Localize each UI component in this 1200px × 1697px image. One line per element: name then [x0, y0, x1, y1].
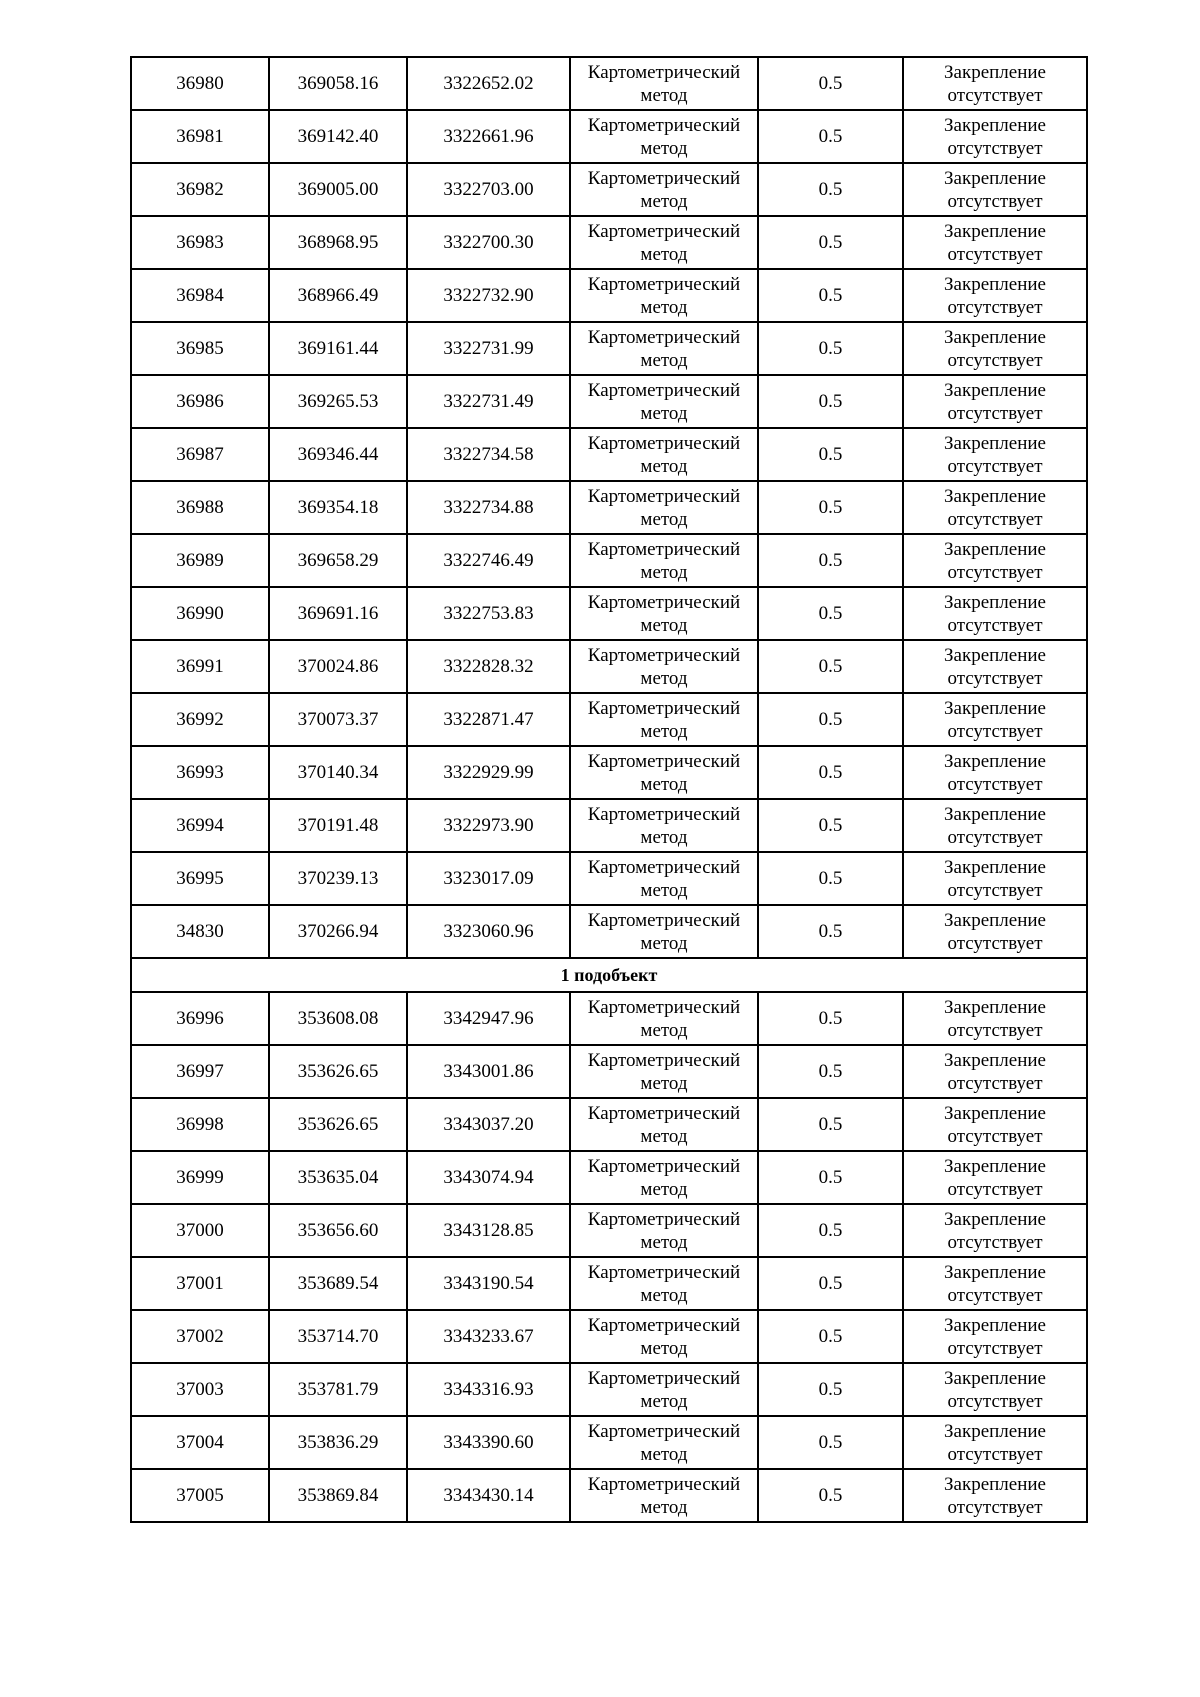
marking-cell: Закрепление отсутствует	[903, 587, 1087, 640]
coordinate-x-cell: 353836.29	[269, 1416, 407, 1469]
marking-cell: Закрепление отсутствует	[903, 375, 1087, 428]
method-cell: Картометрический метод	[570, 905, 758, 958]
table-row	[131, 852, 1087, 905]
accuracy-cell: 0.5	[758, 587, 903, 640]
point-number-cell: 36989	[131, 534, 269, 587]
coordinate-x-cell: 353608.08	[269, 992, 407, 1045]
accuracy-cell: 0.5	[758, 163, 903, 216]
coordinate-x-cell: 353714.70	[269, 1310, 407, 1363]
coordinate-y-cell: 3343128.85	[407, 1204, 570, 1257]
coordinates-table	[130, 56, 1088, 1523]
table-row	[131, 1416, 1087, 1469]
accuracy-cell: 0.5	[758, 1151, 903, 1204]
marking-cell: Закрепление отсутствует	[903, 57, 1087, 110]
point-number-cell: 37000	[131, 1204, 269, 1257]
method-cell: Картометрический метод	[570, 1469, 758, 1522]
marking-cell: Закрепление отсутствует	[903, 1257, 1087, 1310]
method-cell: Картометрический метод	[570, 216, 758, 269]
marking-cell: Закрепление отсутствует	[903, 1151, 1087, 1204]
method-cell: Картометрический метод	[570, 534, 758, 587]
accuracy-cell: 0.5	[758, 852, 903, 905]
marking-cell: Закрепление отсутствует	[903, 110, 1087, 163]
coordinate-x-cell: 353626.65	[269, 1045, 407, 1098]
accuracy-cell: 0.5	[758, 693, 903, 746]
table-row	[131, 1310, 1087, 1363]
accuracy-cell: 0.5	[758, 1098, 903, 1151]
method-cell: Картометрический метод	[570, 1416, 758, 1469]
method-cell: Картометрический метод	[570, 163, 758, 216]
marking-cell: Закрепление отсутствует	[903, 1416, 1087, 1469]
coordinate-x-cell: 369161.44	[269, 322, 407, 375]
method-cell: Картометрический метод	[570, 1310, 758, 1363]
accuracy-cell: 0.5	[758, 110, 903, 163]
coordinate-y-cell: 3322661.96	[407, 110, 570, 163]
accuracy-cell: 0.5	[758, 905, 903, 958]
section-heading: 1 подобъект	[131, 958, 1087, 992]
point-number-cell: 37001	[131, 1257, 269, 1310]
coordinate-y-cell: 3322973.90	[407, 799, 570, 852]
coordinate-x-cell: 353869.84	[269, 1469, 407, 1522]
coordinate-x-cell: 370191.48	[269, 799, 407, 852]
coordinate-y-cell: 3322746.49	[407, 534, 570, 587]
table-row	[131, 746, 1087, 799]
document-page	[130, 56, 1086, 1523]
accuracy-cell: 0.5	[758, 534, 903, 587]
accuracy-cell: 0.5	[758, 1469, 903, 1522]
coordinate-x-cell: 369691.16	[269, 587, 407, 640]
section-heading-row	[131, 958, 1087, 992]
table-row	[131, 693, 1087, 746]
marking-cell: Закрепление отсутствует	[903, 1098, 1087, 1151]
coordinate-y-cell: 3342947.96	[407, 992, 570, 1045]
coordinate-x-cell: 353635.04	[269, 1151, 407, 1204]
point-number-cell: 36984	[131, 269, 269, 322]
point-number-cell: 36992	[131, 693, 269, 746]
point-number-cell: 36999	[131, 1151, 269, 1204]
table-row	[131, 1204, 1087, 1257]
table-row	[131, 216, 1087, 269]
method-cell: Картометрический метод	[570, 375, 758, 428]
table-row	[131, 799, 1087, 852]
accuracy-cell: 0.5	[758, 1204, 903, 1257]
coordinate-x-cell: 369354.18	[269, 481, 407, 534]
table-row	[131, 905, 1087, 958]
coordinate-y-cell: 3322732.90	[407, 269, 570, 322]
coordinate-y-cell: 3322700.30	[407, 216, 570, 269]
coordinate-y-cell: 3323017.09	[407, 852, 570, 905]
coordinate-x-cell: 370239.13	[269, 852, 407, 905]
point-number-cell: 36991	[131, 640, 269, 693]
point-number-cell: 36995	[131, 852, 269, 905]
table-row	[131, 1363, 1087, 1416]
marking-cell: Закрепление отсутствует	[903, 163, 1087, 216]
point-number-cell: 36996	[131, 992, 269, 1045]
table-row	[131, 163, 1087, 216]
coordinate-y-cell: 3343233.67	[407, 1310, 570, 1363]
coordinate-x-cell: 369658.29	[269, 534, 407, 587]
accuracy-cell: 0.5	[758, 1310, 903, 1363]
marking-cell: Закрепление отсутствует	[903, 746, 1087, 799]
accuracy-cell: 0.5	[758, 992, 903, 1045]
coordinate-y-cell: 3323060.96	[407, 905, 570, 958]
accuracy-cell: 0.5	[758, 1257, 903, 1310]
marking-cell: Закрепление отсутствует	[903, 322, 1087, 375]
marking-cell: Закрепление отсутствует	[903, 640, 1087, 693]
coordinate-x-cell: 369058.16	[269, 57, 407, 110]
marking-cell: Закрепление отсутствует	[903, 428, 1087, 481]
marking-cell: Закрепление отсутствует	[903, 269, 1087, 322]
coordinate-y-cell: 3343390.60	[407, 1416, 570, 1469]
coordinate-y-cell: 3343316.93	[407, 1363, 570, 1416]
coordinate-y-cell: 3322703.00	[407, 163, 570, 216]
table-row	[131, 1151, 1087, 1204]
coordinate-y-cell: 3322734.58	[407, 428, 570, 481]
marking-cell: Закрепление отсутствует	[903, 1363, 1087, 1416]
point-number-cell: 36986	[131, 375, 269, 428]
accuracy-cell: 0.5	[758, 1416, 903, 1469]
accuracy-cell: 0.5	[758, 375, 903, 428]
table-row	[131, 481, 1087, 534]
marking-cell: Закрепление отсутствует	[903, 799, 1087, 852]
coordinate-x-cell: 369142.40	[269, 110, 407, 163]
table-row	[131, 428, 1087, 481]
method-cell: Картометрический метод	[570, 322, 758, 375]
method-cell: Картометрический метод	[570, 587, 758, 640]
coordinate-x-cell: 369265.53	[269, 375, 407, 428]
accuracy-cell: 0.5	[758, 1045, 903, 1098]
marking-cell: Закрепление отсутствует	[903, 216, 1087, 269]
method-cell: Картометрический метод	[570, 640, 758, 693]
coordinate-x-cell: 370024.86	[269, 640, 407, 693]
accuracy-cell: 0.5	[758, 322, 903, 375]
coordinate-x-cell: 353781.79	[269, 1363, 407, 1416]
marking-cell: Закрепление отсутствует	[903, 693, 1087, 746]
accuracy-cell: 0.5	[758, 746, 903, 799]
point-number-cell: 36980	[131, 57, 269, 110]
point-number-cell: 36990	[131, 587, 269, 640]
point-number-cell: 37003	[131, 1363, 269, 1416]
coordinate-y-cell: 3322731.99	[407, 322, 570, 375]
table-row	[131, 534, 1087, 587]
coordinate-y-cell: 3322652.02	[407, 57, 570, 110]
coordinate-x-cell: 370140.34	[269, 746, 407, 799]
point-number-cell: 34830	[131, 905, 269, 958]
point-number-cell: 36985	[131, 322, 269, 375]
coordinate-x-cell: 368966.49	[269, 269, 407, 322]
coordinate-x-cell: 370073.37	[269, 693, 407, 746]
point-number-cell: 36994	[131, 799, 269, 852]
method-cell: Картометрический метод	[570, 1045, 758, 1098]
coordinate-x-cell: 370266.94	[269, 905, 407, 958]
coordinate-x-cell: 353626.65	[269, 1098, 407, 1151]
method-cell: Картометрический метод	[570, 693, 758, 746]
marking-cell: Закрепление отсутствует	[903, 481, 1087, 534]
method-cell: Картометрический метод	[570, 269, 758, 322]
table-row	[131, 1469, 1087, 1522]
table-row	[131, 322, 1087, 375]
method-cell: Картометрический метод	[570, 1098, 758, 1151]
method-cell: Картометрический метод	[570, 799, 758, 852]
point-number-cell: 36988	[131, 481, 269, 534]
table-row	[131, 57, 1087, 110]
table-row	[131, 992, 1087, 1045]
accuracy-cell: 0.5	[758, 1363, 903, 1416]
coordinate-y-cell: 3322828.32	[407, 640, 570, 693]
table-row	[131, 1098, 1087, 1151]
table-row	[131, 587, 1087, 640]
method-cell: Картометрический метод	[570, 852, 758, 905]
accuracy-cell: 0.5	[758, 481, 903, 534]
table-row	[131, 1045, 1087, 1098]
accuracy-cell: 0.5	[758, 799, 903, 852]
coordinate-y-cell: 3322734.88	[407, 481, 570, 534]
marking-cell: Закрепление отсутствует	[903, 1045, 1087, 1098]
coordinate-y-cell: 3322871.47	[407, 693, 570, 746]
marking-cell: Закрепление отсутствует	[903, 992, 1087, 1045]
accuracy-cell: 0.5	[758, 216, 903, 269]
coordinate-y-cell: 3343001.86	[407, 1045, 570, 1098]
method-cell: Картометрический метод	[570, 1204, 758, 1257]
coordinate-x-cell: 368968.95	[269, 216, 407, 269]
point-number-cell: 36993	[131, 746, 269, 799]
coordinate-x-cell: 353689.54	[269, 1257, 407, 1310]
coordinate-x-cell: 369346.44	[269, 428, 407, 481]
method-cell: Картометрический метод	[570, 1257, 758, 1310]
point-number-cell: 36987	[131, 428, 269, 481]
point-number-cell: 36997	[131, 1045, 269, 1098]
table-row	[131, 110, 1087, 163]
point-number-cell: 36983	[131, 216, 269, 269]
coordinate-y-cell: 3322731.49	[407, 375, 570, 428]
coordinate-x-cell: 369005.00	[269, 163, 407, 216]
marking-cell: Закрепление отсутствует	[903, 1310, 1087, 1363]
table-row	[131, 269, 1087, 322]
coordinate-y-cell: 3343430.14	[407, 1469, 570, 1522]
method-cell: Картометрический метод	[570, 746, 758, 799]
marking-cell: Закрепление отсутствует	[903, 1469, 1087, 1522]
point-number-cell: 37004	[131, 1416, 269, 1469]
point-number-cell: 36982	[131, 163, 269, 216]
point-number-cell: 37005	[131, 1469, 269, 1522]
coordinate-y-cell: 3343074.94	[407, 1151, 570, 1204]
accuracy-cell: 0.5	[758, 269, 903, 322]
accuracy-cell: 0.5	[758, 640, 903, 693]
method-cell: Картометрический метод	[570, 1363, 758, 1416]
point-number-cell: 36998	[131, 1098, 269, 1151]
method-cell: Картометрический метод	[570, 110, 758, 163]
coordinates-table-body	[131, 57, 1087, 1522]
accuracy-cell: 0.5	[758, 57, 903, 110]
table-row	[131, 375, 1087, 428]
method-cell: Картометрический метод	[570, 1151, 758, 1204]
table-row	[131, 1257, 1087, 1310]
point-number-cell: 37002	[131, 1310, 269, 1363]
method-cell: Картометрический метод	[570, 481, 758, 534]
marking-cell: Закрепление отсутствует	[903, 534, 1087, 587]
coordinate-y-cell: 3322753.83	[407, 587, 570, 640]
method-cell: Картометрический метод	[570, 428, 758, 481]
table-row	[131, 640, 1087, 693]
coordinate-x-cell: 353656.60	[269, 1204, 407, 1257]
coordinate-y-cell: 3322929.99	[407, 746, 570, 799]
marking-cell: Закрепление отсутствует	[903, 852, 1087, 905]
point-number-cell: 36981	[131, 110, 269, 163]
method-cell: Картометрический метод	[570, 57, 758, 110]
marking-cell: Закрепление отсутствует	[903, 905, 1087, 958]
method-cell: Картометрический метод	[570, 992, 758, 1045]
coordinate-y-cell: 3343190.54	[407, 1257, 570, 1310]
marking-cell: Закрепление отсутствует	[903, 1204, 1087, 1257]
coordinate-y-cell: 3343037.20	[407, 1098, 570, 1151]
accuracy-cell: 0.5	[758, 428, 903, 481]
